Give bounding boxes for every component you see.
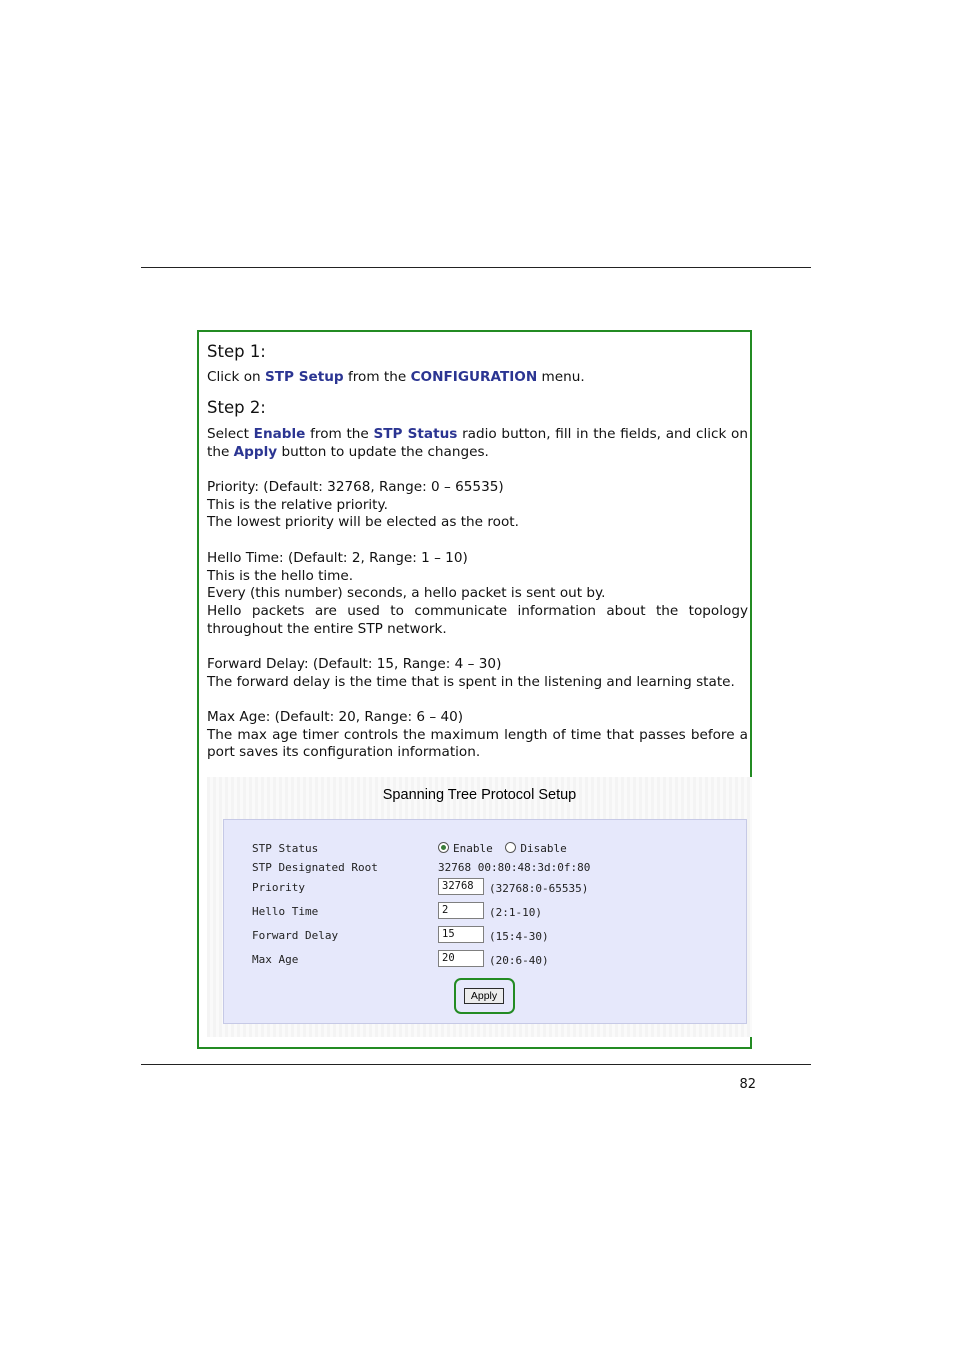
forward-section — [207, 656, 748, 691]
maxage-line1: Max Age: (Default: 20, Range: 6 – 40) — [207, 709, 464, 725]
step1-heading: Step 1: — [207, 342, 266, 361]
forward-hint: (15:4-30) — [489, 930, 549, 943]
maxage-hint: (20:6-40) — [489, 954, 549, 967]
page-number: 82 — [739, 1077, 756, 1092]
step2-text — [207, 426, 748, 461]
step1-text — [207, 369, 748, 387]
enable-keyword: Enable — [253, 426, 306, 442]
footer-rule — [141, 1064, 811, 1065]
stp-status-options — [438, 842, 567, 855]
stp-setup-title: Spanning Tree Protocol Setup — [382, 787, 577, 803]
step2-text-d: button to update the changes. — [277, 443, 489, 460]
forward-line1: Forward Delay: (Default: 15, Range: 4 – 30) — [207, 656, 502, 672]
maxage-label: Max Age — [252, 953, 299, 966]
apply-keyword: Apply — [233, 443, 278, 460]
enable-radio-label: Enable — [453, 842, 493, 855]
priority-line3: The lowest priority will be elected as the root. — [207, 514, 519, 531]
configuration-link: CONFIGURATION — [410, 369, 538, 385]
header-rule — [141, 267, 811, 268]
designated-root-label: STP Designated Root — [252, 861, 378, 874]
disable-radio[interactable] — [505, 842, 516, 853]
stp-setup-link: STP Setup — [264, 369, 344, 385]
step2-text-c: radio button, fill in the fields, and click on the — [207, 426, 748, 460]
step1-text-a: Click on — [207, 369, 265, 385]
step2-text-b: from the — [305, 426, 374, 442]
hello-hint: (2:1-10) — [489, 906, 542, 919]
maxage-input[interactable]: 20 — [438, 950, 484, 967]
hello-line1: Hello Time: (Default: 2, Range: 1 – 10) — [207, 550, 468, 566]
forward-input[interactable]: 15 — [438, 926, 484, 943]
forward-label: Forward Delay — [252, 929, 339, 942]
stp-status-label: STP Status — [252, 842, 319, 855]
apply-highlight — [454, 978, 515, 1014]
stp-status-keyword: STP Status — [373, 426, 458, 442]
hello-section — [207, 550, 748, 639]
instruction-frame — [197, 330, 752, 1049]
maxage-section — [207, 709, 748, 762]
priority-label: Priority — [252, 881, 305, 894]
stp-setup-panel — [223, 819, 747, 1024]
hello-line2: This is the hello time. — [207, 567, 354, 584]
step1-text-c: menu. — [537, 369, 585, 385]
priority-section — [207, 479, 748, 532]
hello-input[interactable]: 2 — [438, 902, 484, 919]
hello-label: Hello Time — [252, 905, 319, 918]
priority-line2: This is the relative priority. — [207, 496, 388, 513]
step2-text-a: Select — [207, 426, 254, 442]
maxage-line2: The max age timer controls the maximum length of time that passes before a port saves its configuration information. — [207, 726, 748, 761]
designated-root-value: 32768 00:80:48:3d:0f:80 — [438, 861, 591, 874]
stp-setup-screenshot — [207, 777, 752, 1037]
disable-radio-label: Disable — [520, 842, 567, 855]
hello-line3: Every (this number) seconds, a hello packet is sent out by. — [207, 585, 606, 602]
forward-line2: The forward delay is the time that is spent in the listening and learning state. — [207, 673, 735, 690]
step1-text-b: from the — [343, 369, 411, 385]
step2-heading: Step 2: — [207, 398, 266, 417]
hello-line4: Hello packets are used to communicate information about the topology throughout the entire STP network. — [207, 603, 748, 637]
priority-input[interactable]: 32768 — [438, 878, 484, 895]
priority-line1: Priority: (Default: 32768, Range: 0 – 65535) — [207, 479, 504, 495]
enable-radio[interactable] — [438, 842, 449, 853]
priority-hint: (32768:0-65535) — [489, 882, 589, 895]
apply-button[interactable]: Apply — [464, 988, 504, 1004]
